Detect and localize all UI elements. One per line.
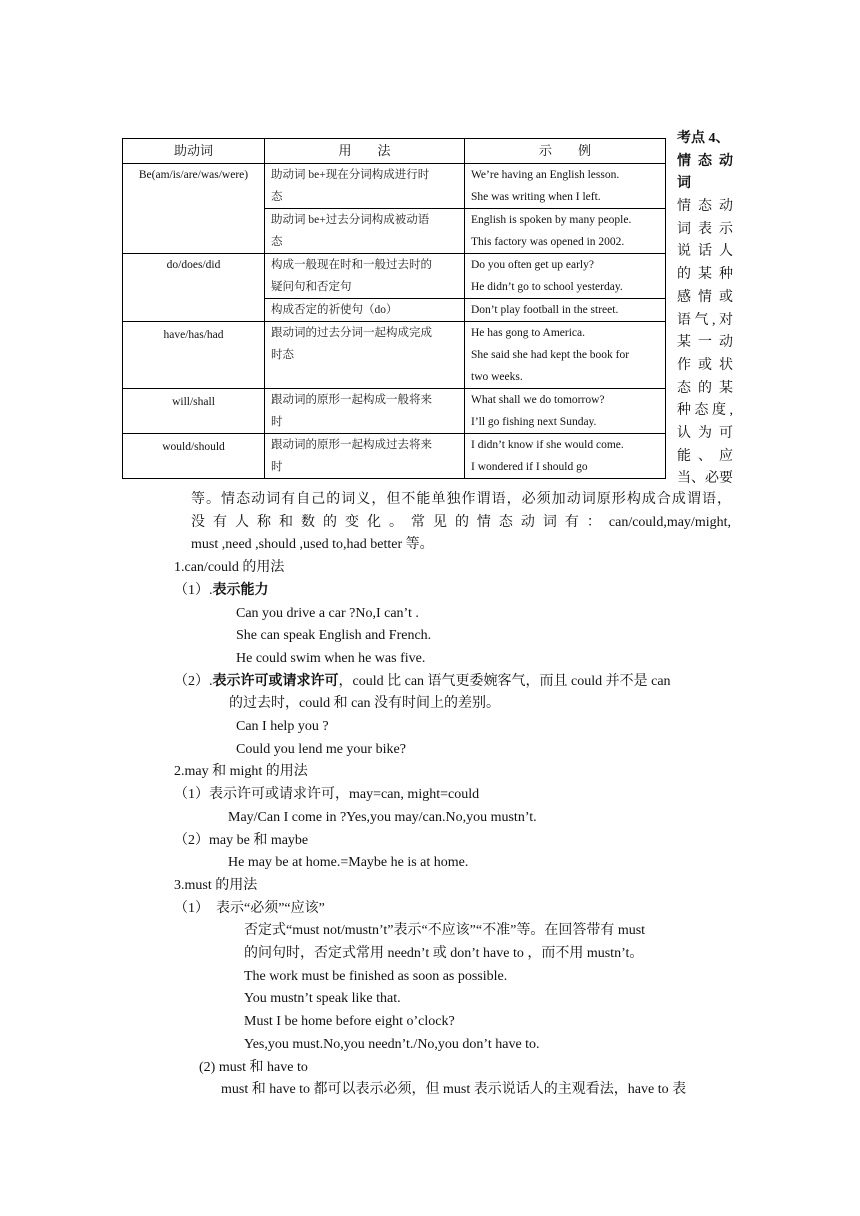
table-row bbox=[123, 434, 666, 479]
table-row bbox=[123, 254, 666, 299]
auxiliary-verb-table bbox=[122, 138, 666, 479]
example-sentence: Can I help you ? bbox=[236, 719, 329, 735]
usage-cell bbox=[265, 322, 465, 389]
example-cell bbox=[465, 209, 666, 254]
example-line: What shall we do tomorrow? bbox=[471, 394, 605, 406]
subsection-title: （1） 表示“必须”“应该” bbox=[174, 900, 325, 916]
usage-cell bbox=[265, 164, 465, 209]
usage-line: 时态 bbox=[271, 349, 294, 361]
usage-cell bbox=[265, 299, 465, 322]
usage-cell bbox=[265, 209, 465, 254]
side-text-line: 感 情 或 bbox=[677, 289, 733, 305]
example-sentence: Can you drive a car ?No,I can’t . bbox=[236, 605, 419, 621]
subsection-title bbox=[174, 671, 731, 694]
paragraph-line: 的问句时，否定式常用 needn’t 或 don’t have to ，而不用 mustn’t。 bbox=[244, 946, 644, 962]
table-header: 示 例 bbox=[465, 139, 666, 164]
subsection-text: ，could 比 can 语气更委婉客气，而且 could 并不是 can bbox=[338, 673, 671, 689]
subsection-label: 表示能力 bbox=[212, 582, 269, 598]
paragraph-line: 的过去时，could 和 can 没有时间上的差别。 bbox=[229, 696, 501, 712]
side-text-line: 某 一 动 bbox=[677, 335, 733, 351]
example-sentence: May/Can I come in ?Yes,you may/can.No,you mustn’t. bbox=[228, 809, 537, 825]
side-text-line: 种态度, bbox=[677, 403, 733, 419]
side-text-line: 能 、 应 bbox=[677, 448, 733, 464]
paragraph-line: 没 有 人 称 和 数 的 变 化 。 常 见 的 情 态 动 词 有 ： can/could,may/might, bbox=[191, 514, 731, 530]
table-header-row bbox=[123, 139, 666, 164]
usage-line: 疑问句和否定句 bbox=[271, 281, 352, 293]
side-text-line: 作 或 状 bbox=[677, 357, 733, 373]
table-header: 助动词 bbox=[123, 139, 265, 164]
usage-line: 时 bbox=[271, 461, 283, 473]
example-sentence: You mustn’t speak like that. bbox=[244, 991, 401, 1007]
usage-line: 时 bbox=[271, 416, 283, 428]
subsection-title bbox=[174, 580, 731, 603]
paragraph-line: 否定式“must not/mustn’t”表示“不应该”“不准”等。在回答带有 must bbox=[244, 923, 646, 939]
example-line: We’re having an English lesson. bbox=[471, 169, 620, 181]
usage-line: 构成一般现在时和一般过去时的 bbox=[271, 259, 432, 271]
table-header: 用 法 bbox=[265, 139, 465, 164]
paragraph-line: must ,need ,should ,used to,had better 等。 bbox=[191, 537, 434, 553]
example-cell bbox=[465, 389, 666, 434]
example-sentence: Yes,you must.No,you needn’t./No,you don’t have to. bbox=[244, 1036, 540, 1052]
table-row bbox=[123, 164, 666, 209]
section-heading-line: 考点 4、 bbox=[677, 131, 730, 146]
verb-cell: would/should bbox=[123, 434, 265, 479]
side-column-text bbox=[677, 128, 733, 491]
usage-cell bbox=[265, 389, 465, 434]
example-line: She said she had kept the book for bbox=[471, 349, 630, 361]
example-cell bbox=[465, 254, 666, 299]
side-text-line: 当、必要 bbox=[677, 471, 733, 487]
example-sentence: Could you lend me your bike? bbox=[236, 741, 406, 757]
section-title: 2.may 和 might 的用法 bbox=[174, 764, 308, 780]
section-title: 3.must 的用法 bbox=[174, 877, 258, 893]
side-text-line: 说 话 人 bbox=[677, 244, 733, 260]
example-sentence: Must I be home before eight o’clock? bbox=[244, 1014, 455, 1030]
example-sentence: The work must be finished as soon as possible. bbox=[244, 968, 508, 984]
section-heading-line: 词 bbox=[677, 176, 691, 192]
document-body bbox=[174, 489, 731, 1102]
example-line: two weeks. bbox=[471, 371, 523, 383]
example-line: She was writing when I left. bbox=[471, 191, 601, 203]
example-cell bbox=[465, 322, 666, 389]
example-line: He didn’t go to school yesterday. bbox=[471, 281, 623, 293]
subsection-title: （1）表示许可或请求许可，may=can, might=could bbox=[174, 787, 480, 803]
paragraph-line: must 和 have to 都可以表示必须，但 must 表示说话人的主观看法，have to 表 bbox=[221, 1082, 687, 1098]
verb-cell: have/has/had bbox=[123, 322, 265, 389]
usage-line: 助动词 be+过去分词构成被动语 bbox=[271, 214, 430, 226]
side-text-line: 态 的 某 bbox=[677, 380, 733, 396]
verb-cell: will/shall bbox=[123, 389, 265, 434]
side-text-line: 语气,对 bbox=[677, 312, 733, 328]
usage-line: 态 bbox=[271, 236, 283, 248]
subsection-label: 表示许可或请求许可 bbox=[212, 673, 339, 689]
example-line: I wondered if I should go bbox=[471, 461, 588, 473]
example-cell bbox=[465, 434, 666, 479]
usage-cell bbox=[265, 434, 465, 479]
table-row bbox=[123, 389, 666, 434]
example-cell bbox=[465, 299, 666, 322]
example-line: This factory was opened in 2002. bbox=[471, 236, 625, 248]
example-cell bbox=[465, 164, 666, 209]
usage-line: 态 bbox=[271, 191, 283, 203]
usage-line: 跟动词的原形一起构成一般将来 bbox=[271, 394, 432, 406]
verb-cell: do/does/did bbox=[123, 254, 265, 322]
example-sentence: She can speak English and French. bbox=[236, 628, 432, 644]
side-text-line: 情 态 动 bbox=[677, 199, 733, 215]
example-line: English is spoken by many people. bbox=[471, 214, 632, 226]
subsection-title: (2) must 和 have to bbox=[199, 1059, 308, 1075]
usage-line: 跟动词的原形一起构成过去将来 bbox=[271, 439, 432, 451]
usage-line: 助动词 be+现在分词构成进行时 bbox=[271, 169, 430, 181]
side-text-line: 认 为 可 bbox=[677, 425, 733, 441]
example-line: I didn’t know if she would come. bbox=[471, 439, 624, 451]
table-row bbox=[123, 322, 666, 389]
example-line: Don’t play football in the street. bbox=[471, 304, 619, 316]
section-heading-line: 情 态 动 bbox=[677, 153, 733, 169]
usage-line: 构成否定的祈使句（do） bbox=[271, 304, 398, 316]
subsection-number: （1）. bbox=[174, 582, 213, 598]
side-text-line: 的 某 种 bbox=[677, 267, 733, 283]
example-line: Do you often get up early? bbox=[471, 259, 594, 271]
example-sentence: He could swim when he was five. bbox=[236, 650, 426, 666]
example-line: He has gong to America. bbox=[471, 327, 586, 339]
subsection-number: （2）. bbox=[174, 673, 213, 689]
paragraph-line: 等。情态动词有自己的词义，但不能单独作谓语，必须加动词原形构成合成谓语， bbox=[191, 492, 731, 507]
verb-cell: Be(am/is/are/was/were) bbox=[123, 164, 265, 254]
side-text-line: 词 表 示 bbox=[677, 221, 733, 237]
subsection-title: （2）may be 和 maybe bbox=[174, 832, 309, 848]
section-title: 1.can/could 的用法 bbox=[174, 560, 285, 576]
usage-cell bbox=[265, 254, 465, 299]
example-line: I’ll go fishing next Sunday. bbox=[471, 416, 597, 428]
example-sentence: He may be at home.=Maybe he is at home. bbox=[228, 855, 469, 871]
usage-line: 跟动词的过去分词一起构成完成 bbox=[271, 327, 432, 339]
